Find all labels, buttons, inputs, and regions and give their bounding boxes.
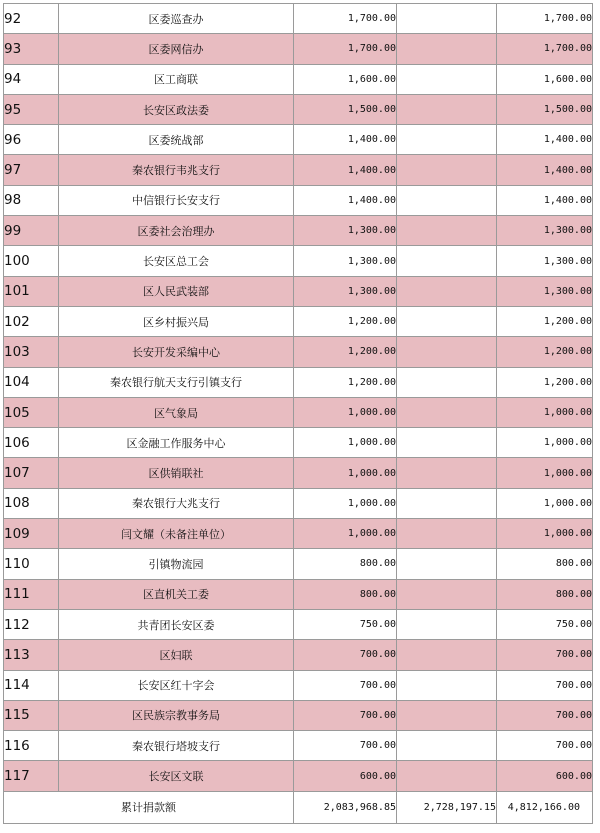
row-amount-b [397,246,497,276]
row-amount-b [397,276,497,306]
row-amount-b [397,609,497,639]
row-unit-name: 区委网信办 [59,34,294,64]
table-row [4,609,593,639]
summary-label: 累计捐款额 [4,791,294,823]
row-unit-name: 长安区文联 [59,761,294,791]
row-total: 700.00 [497,731,593,761]
row-number: 100 [4,246,59,276]
row-number: 106 [4,428,59,458]
row-unit-name: 引镇物流园 [59,549,294,579]
table-row [4,34,593,64]
row-total: 1,300.00 [497,276,593,306]
table-row [4,64,593,94]
row-amount-a: 1,400.00 [294,125,397,155]
row-number: 101 [4,276,59,306]
row-amount-a: 1,000.00 [294,488,397,518]
table-row [4,306,593,336]
row-amount-a: 1,000.00 [294,428,397,458]
row-number: 95 [4,94,59,124]
row-amount-b [397,34,497,64]
table-row [4,488,593,518]
row-total: 750.00 [497,609,593,639]
row-amount-a: 750.00 [294,609,397,639]
row-total: 700.00 [497,700,593,730]
table-body [4,4,593,792]
table-row [4,731,593,761]
row-amount-b [397,519,497,549]
row-unit-name: 共青团长安区委 [59,609,294,639]
row-total: 1,000.00 [497,488,593,518]
row-unit-name: 区妇联 [59,640,294,670]
row-unit-name: 区委统战部 [59,125,294,155]
row-total: 1,000.00 [497,397,593,427]
row-amount-b [397,185,497,215]
row-total: 1,400.00 [497,185,593,215]
row-total: 1,700.00 [497,34,593,64]
row-number: 107 [4,458,59,488]
row-total: 700.00 [497,670,593,700]
row-total: 800.00 [497,549,593,579]
row-amount-a: 1,000.00 [294,519,397,549]
table-row [4,549,593,579]
row-amount-b [397,155,497,185]
row-number: 104 [4,367,59,397]
row-total: 1,400.00 [497,125,593,155]
row-unit-name: 区人民武装部 [59,276,294,306]
row-amount-a: 600.00 [294,761,397,791]
row-unit-name: 区委巡查办 [59,4,294,34]
row-amount-b [397,216,497,246]
row-unit-name: 秦农银行韦兆支行 [59,155,294,185]
summary-total: 4,812,166.00 [497,791,593,823]
row-total: 1,000.00 [497,428,593,458]
row-amount-a: 1,700.00 [294,34,397,64]
row-amount-a: 700.00 [294,731,397,761]
table-row [4,94,593,124]
row-amount-b [397,640,497,670]
row-amount-b [397,428,497,458]
row-amount-a: 1,000.00 [294,458,397,488]
table-row [4,216,593,246]
row-number: 113 [4,640,59,670]
row-number: 99 [4,216,59,246]
row-amount-a: 1,500.00 [294,94,397,124]
row-amount-b [397,761,497,791]
row-unit-name: 长安区政法委 [59,94,294,124]
row-unit-name: 长安开发采编中心 [59,337,294,367]
row-number: 103 [4,337,59,367]
row-amount-a: 800.00 [294,579,397,609]
row-number: 114 [4,670,59,700]
row-total: 1,600.00 [497,64,593,94]
row-amount-b [397,700,497,730]
row-unit-name: 长安区总工会 [59,246,294,276]
row-total: 800.00 [497,579,593,609]
row-amount-a: 1,300.00 [294,276,397,306]
summary-row [4,791,593,823]
row-number: 115 [4,700,59,730]
row-total: 600.00 [497,761,593,791]
row-total: 1,200.00 [497,367,593,397]
row-amount-b [397,458,497,488]
donation-table [3,3,593,824]
row-number: 92 [4,4,59,34]
row-amount-b [397,488,497,518]
row-amount-a: 1,300.00 [294,246,397,276]
row-unit-name: 秦农银行航天支行引镇支行 [59,367,294,397]
row-unit-name: 区乡村振兴局 [59,306,294,336]
row-amount-a: 1,200.00 [294,337,397,367]
row-amount-b [397,549,497,579]
row-amount-a: 700.00 [294,640,397,670]
table-row [4,519,593,549]
row-amount-b [397,367,497,397]
table-row [4,428,593,458]
row-amount-b [397,397,497,427]
table-row [4,761,593,791]
table-row [4,640,593,670]
row-number: 110 [4,549,59,579]
table-row [4,670,593,700]
row-unit-name: 闫文耀（未备注单位） [59,519,294,549]
row-amount-b [397,579,497,609]
row-unit-name: 区委社会治理办 [59,216,294,246]
row-unit-name: 长安区红十字会 [59,670,294,700]
row-total: 1,400.00 [497,155,593,185]
table-row [4,4,593,34]
row-number: 105 [4,397,59,427]
row-total: 1,000.00 [497,458,593,488]
row-amount-a: 1,000.00 [294,397,397,427]
table-row [4,367,593,397]
row-amount-b [397,64,497,94]
table-row [4,276,593,306]
row-total: 1,000.00 [497,519,593,549]
row-unit-name: 区金融工作服务中心 [59,428,294,458]
row-unit-name: 区直机关工委 [59,579,294,609]
row-amount-a: 1,200.00 [294,306,397,336]
row-number: 94 [4,64,59,94]
row-unit-name: 区供销联社 [59,458,294,488]
row-amount-a: 1,200.00 [294,367,397,397]
row-total: 700.00 [497,640,593,670]
table-row [4,458,593,488]
row-amount-a: 1,400.00 [294,185,397,215]
table-row [4,185,593,215]
row-amount-b [397,337,497,367]
row-unit-name: 秦农银行塔坡支行 [59,731,294,761]
row-unit-name: 区民族宗教事务局 [59,700,294,730]
row-number: 97 [4,155,59,185]
row-amount-b [397,670,497,700]
row-number: 108 [4,488,59,518]
row-unit-name: 秦农银行大兆支行 [59,488,294,518]
row-amount-b [397,94,497,124]
row-total: 1,500.00 [497,94,593,124]
summary-amount-a: 2,083,968.85 [294,791,397,823]
row-number: 111 [4,579,59,609]
row-amount-a: 1,400.00 [294,155,397,185]
row-unit-name: 区气象局 [59,397,294,427]
row-amount-a: 1,600.00 [294,64,397,94]
table-row [4,397,593,427]
table-row [4,700,593,730]
row-amount-b [397,125,497,155]
row-number: 98 [4,185,59,215]
table-row [4,155,593,185]
row-total: 1,700.00 [497,4,593,34]
summary-amount-b: 2,728,197.15 [397,791,497,823]
row-total: 1,300.00 [497,246,593,276]
row-number: 102 [4,306,59,336]
row-amount-a: 700.00 [294,670,397,700]
table-row [4,579,593,609]
row-unit-name: 区工商联 [59,64,294,94]
row-number: 112 [4,609,59,639]
row-number: 116 [4,731,59,761]
row-amount-a: 1,700.00 [294,4,397,34]
row-total: 1,300.00 [497,216,593,246]
table-row [4,337,593,367]
row-amount-a: 1,300.00 [294,216,397,246]
row-total: 1,200.00 [497,306,593,336]
row-amount-a: 800.00 [294,549,397,579]
row-amount-b [397,731,497,761]
table-row [4,246,593,276]
table-row [4,125,593,155]
row-unit-name: 中信银行长安支行 [59,185,294,215]
row-number: 117 [4,761,59,791]
row-amount-b [397,4,497,34]
row-number: 109 [4,519,59,549]
row-total: 1,200.00 [497,337,593,367]
row-amount-b [397,306,497,336]
row-number: 96 [4,125,59,155]
row-number: 93 [4,34,59,64]
row-amount-a: 700.00 [294,700,397,730]
